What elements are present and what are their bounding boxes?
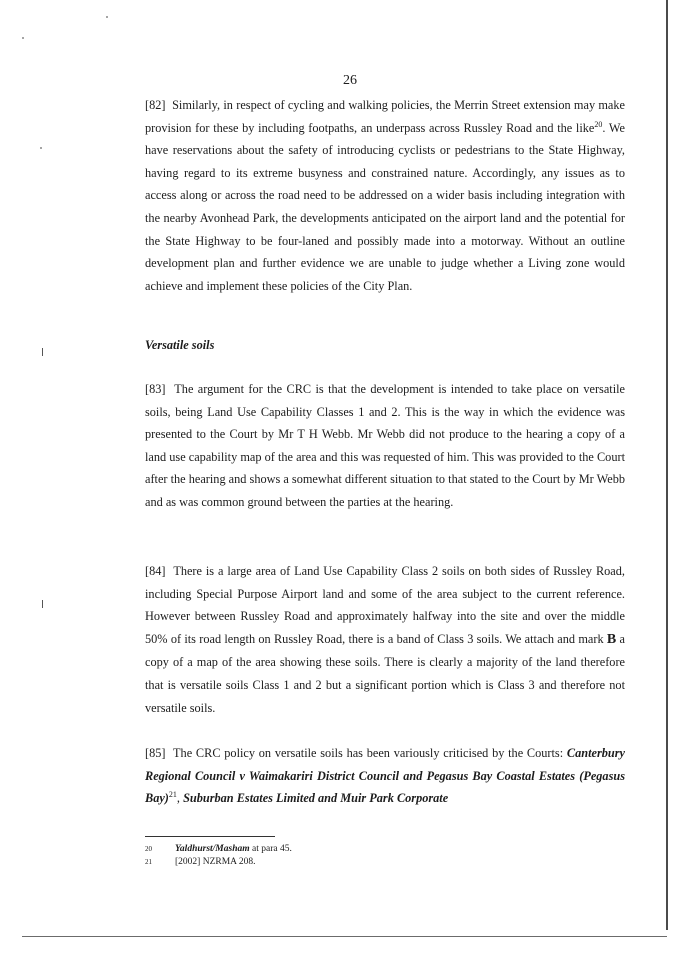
footnote-reference: 21 xyxy=(168,790,177,800)
footnote-number: 21 xyxy=(145,858,152,866)
case-citation: Canterbury Regional Council v Waimakariri District Council and Pegasus Bay Coastal Estates (Pegasus Bay) xyxy=(145,746,625,806)
footnote-text: at para 45. xyxy=(252,844,292,854)
paragraph-84 xyxy=(145,560,625,719)
page-number: 26 xyxy=(343,73,357,88)
scan-speck xyxy=(22,37,24,39)
paragraph-number: [84] xyxy=(145,564,166,578)
paragraph-text: a copy of a map of the area showing these soils. There is clearly a majority of the land therefore that is versatile soils Class 1 and 2 but a significant portion which is Class 3 and therefore not versatile soils. xyxy=(145,631,625,715)
case-citation: Suburban Estates Limited and Muir Park Corporate xyxy=(183,791,449,806)
footnote xyxy=(145,843,292,855)
paragraph-text: Similarly, in respect of cycling and walking policies, the Merrin Street extension may make provision for these by including footpaths, an underpass across Russley Road and the like xyxy=(145,98,625,135)
footnote xyxy=(145,856,256,868)
footnote-reference: 20 xyxy=(594,119,603,129)
paragraph-82 xyxy=(145,94,625,297)
attachment-mark: B xyxy=(606,631,617,647)
footnote-source: Yaldhurst/Masham xyxy=(175,844,250,854)
footnote-number: 20 xyxy=(145,845,152,853)
scan-mark xyxy=(42,600,43,608)
paragraph-text: The CRC policy on versatile soils has been variously criticised by the Courts: xyxy=(173,746,564,760)
section-heading: Versatile soils xyxy=(145,338,215,352)
paragraph-number: [83] xyxy=(145,382,166,396)
paragraph-number: [82] xyxy=(145,98,166,112)
paragraph-number: [85] xyxy=(145,746,166,760)
paragraph-text: , xyxy=(176,791,180,806)
scan-mark xyxy=(42,348,43,356)
scan-speck xyxy=(106,16,108,18)
paragraph-text: There is a large area of Land Use Capability Class 2 soils on both sides of Russley Road, including Special Purpose Airport land and some of the area subject to the current reference. However between Russley Road and approximately halfway into the site and over the middle 50% of its road length on Russley Road, there is a band of Class 3 soils. We attach and mark xyxy=(145,564,625,646)
footnote-text: [2002] NZRMA 208. xyxy=(175,857,256,867)
scan-edge-right xyxy=(666,0,668,930)
paragraph-85 xyxy=(145,742,625,810)
paragraph-text: . We have reservations about the safety of introducing cyclists or pedestrians to the State Highway, having regard to its extreme busyness and constrained nature. Accordingly, any issues as to access along or across the road need to be addressed on a wider basis including integration with the nearby Avonhead Park, the developments anticipated on the airport land and the potential for the State Highway to be four-laned and possibly made into a motorway. Without an outline development plan and further evidence we are unable to judge whether a Living zone would achieve and implement these policies of the City Plan. xyxy=(145,120,625,293)
scan-speck xyxy=(40,147,42,149)
paragraph-83 xyxy=(145,378,625,514)
paragraph-text: The argument for the CRC is that the development is intended to take place on versatile soils, being Land Use Capability Classes 1 and 2. This is the way in which the evidence was presented to the Court by Mr T H Webb. Mr Webb did not produce to the hearing a copy of a land use capability map of the area and this was requested of him. This was provided to the Court after the hearing and shows a somewhat different situation to that stated to the Court by Mr Webb and as was common ground between the parties at the hearing. xyxy=(145,382,625,509)
footnote-divider xyxy=(145,836,275,837)
scan-edge-bottom xyxy=(22,936,667,937)
